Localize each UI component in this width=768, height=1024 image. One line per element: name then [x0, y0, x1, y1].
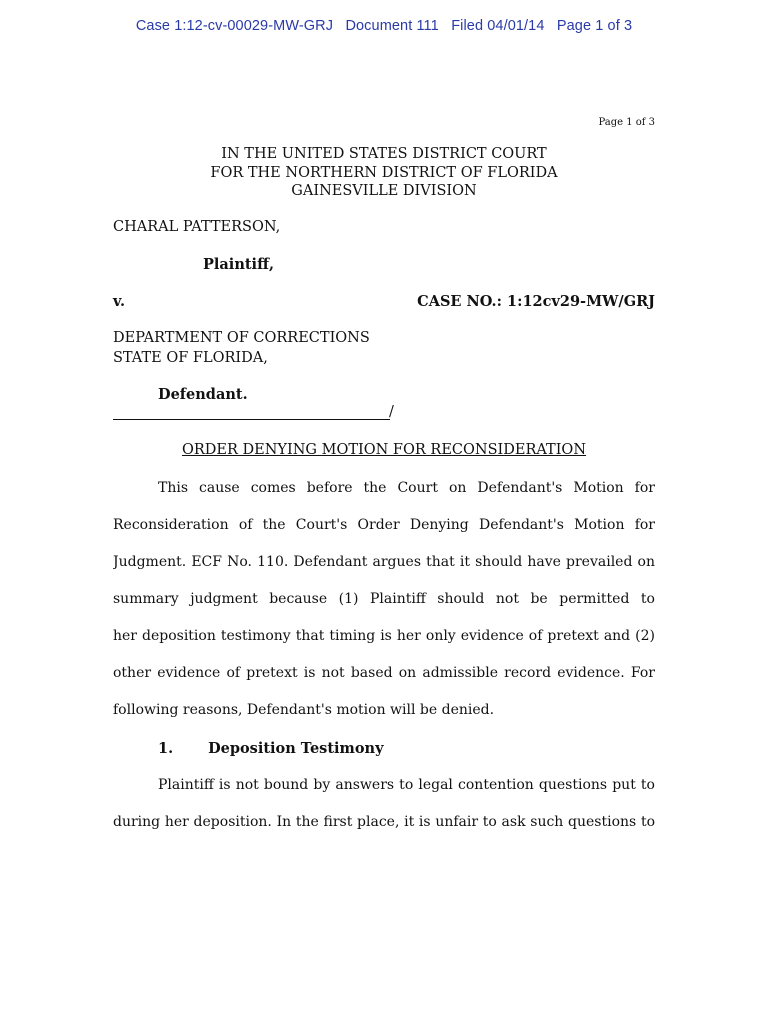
- paragraph-line: during her deposition. In the first place, it is unfair to ask such questions to: [113, 814, 655, 830]
- signature-slash: /: [389, 404, 394, 420]
- section-title: Deposition Testimony: [208, 740, 384, 757]
- section-number: 1.: [158, 740, 174, 757]
- paragraph-1: [113, 470, 655, 729]
- defendant-line-1: DEPARTMENT OF CORRECTIONS: [113, 330, 370, 346]
- paragraph-line: Plaintiff is not bound by answers to legal contention questions put to: [158, 777, 655, 793]
- page-number: Page 1 of 3: [598, 117, 655, 128]
- paragraph-line: following reasons, Defendant's motion will be denied.: [113, 702, 495, 718]
- versus: v.: [113, 293, 126, 310]
- order-title: [0, 442, 768, 458]
- paragraph-line: Reconsideration of the Court's Order Denying Defendant's Motion for: [113, 517, 655, 533]
- defendant-role: Defendant.: [158, 386, 248, 403]
- paragraph-line: Judgment. ECF No. 110. Defendant argues that it should have prevailed on: [113, 554, 655, 570]
- defendant-line-2: STATE OF FLORIDA,: [113, 350, 268, 366]
- section-heading-1: [158, 740, 384, 757]
- signature-line: [113, 419, 390, 420]
- court-line-2: FOR THE NORTHERN DISTRICT OF FLORIDA: [210, 164, 558, 181]
- paragraph-2: [113, 767, 655, 841]
- case-number: CASE NO.: 1:12cv29-MW/GRJ: [417, 293, 655, 310]
- ecf-header: Case 1:12-cv-00029-MW-GRJ Document 111 Filed 04/01/14 Page 1 of 3: [135, 18, 633, 34]
- paragraph-line: summary judgment because (1) Plaintiff should not be permitted to: [113, 591, 655, 607]
- order-title-text: ORDER DENYING MOTION FOR RECONSIDERATION: [181, 442, 587, 458]
- court-line-1: IN THE UNITED STATES DISTRICT COURT: [221, 146, 547, 162]
- plaintiff-name: CHARAL PATTERSON,: [113, 219, 281, 235]
- paragraph-line: This cause comes before the Court on Defendant's Motion for: [158, 480, 655, 496]
- court-heading: [0, 145, 768, 201]
- plaintiff-role: Plaintiff,: [203, 256, 275, 273]
- paragraph-line: other evidence of pretext is not based on admissible record evidence. For: [113, 665, 655, 681]
- court-line-3: GAINESVILLE DIVISION: [291, 183, 477, 199]
- paragraph-line: her deposition testimony that timing is her only evidence of pretext and (2): [113, 628, 655, 644]
